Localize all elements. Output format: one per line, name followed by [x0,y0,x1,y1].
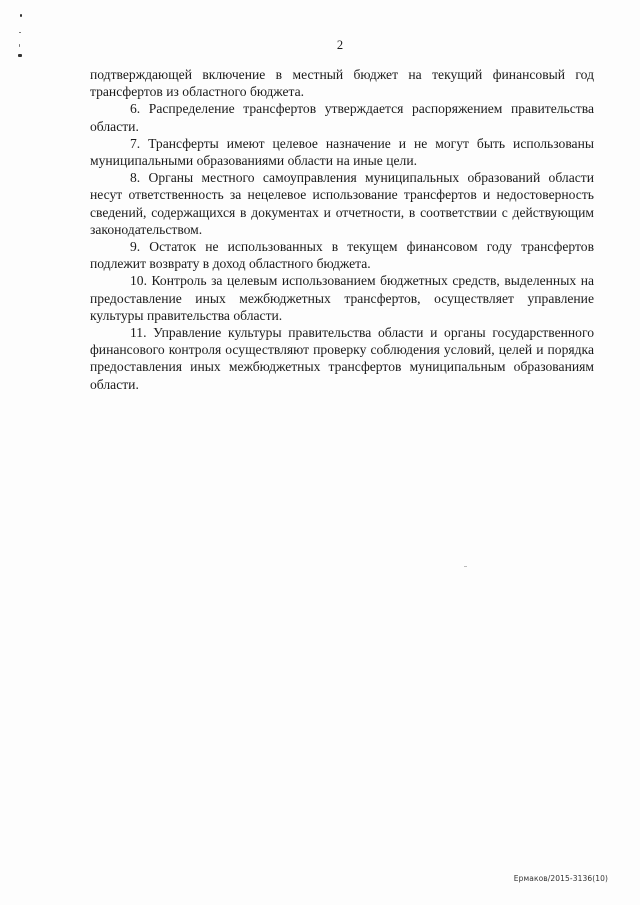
document-body [90,66,594,393]
paragraph-6: 6. Распределение трансфертов утверждается распоряжением правительства области. [90,101,594,134]
document-footer-code: Ермаков/2015-3136(10) [513,874,608,883]
paragraph-10: 10. Контроль за целевым использованием бюджетных средств, выделенных на предоставление иных межбюджетных трансфертов, осуществляет управление культуры правительства области. [90,273,594,323]
paragraph-8: 8. Органы местного самоуправления муниципальных образований области несут ответственность за нецелевое использование трансфертов и недостоверность сведений, содержащихся в документах и отчетности, в соответствии с действующим законодательством. [90,170,594,237]
page-number: 2 [336,38,344,52]
paragraph-7: 7. Трансферты имеют целевое назначение и не могут быть использованы муниципальными образованиями области на иные цели. [90,135,594,169]
paragraph-11: 11. Управление культуры правительства области и органы государственного финансового контроля осуществляют проверку соблюдения условий, целей и порядка предоставления иных межбюджетных трансфертов муниципальным образованиям области. [90,325,594,392]
paragraph-5-continued: подтверждающей включение в местный бюджет на текущий финансовый год трансфертов из областного бюджета. [90,67,594,100]
scan-artifact-dot [464,566,467,567]
paragraph-9: 9. Остаток не использованных в текущем финансовом году трансфертов подлежит возврату в доход областного бюджета. [90,239,594,272]
